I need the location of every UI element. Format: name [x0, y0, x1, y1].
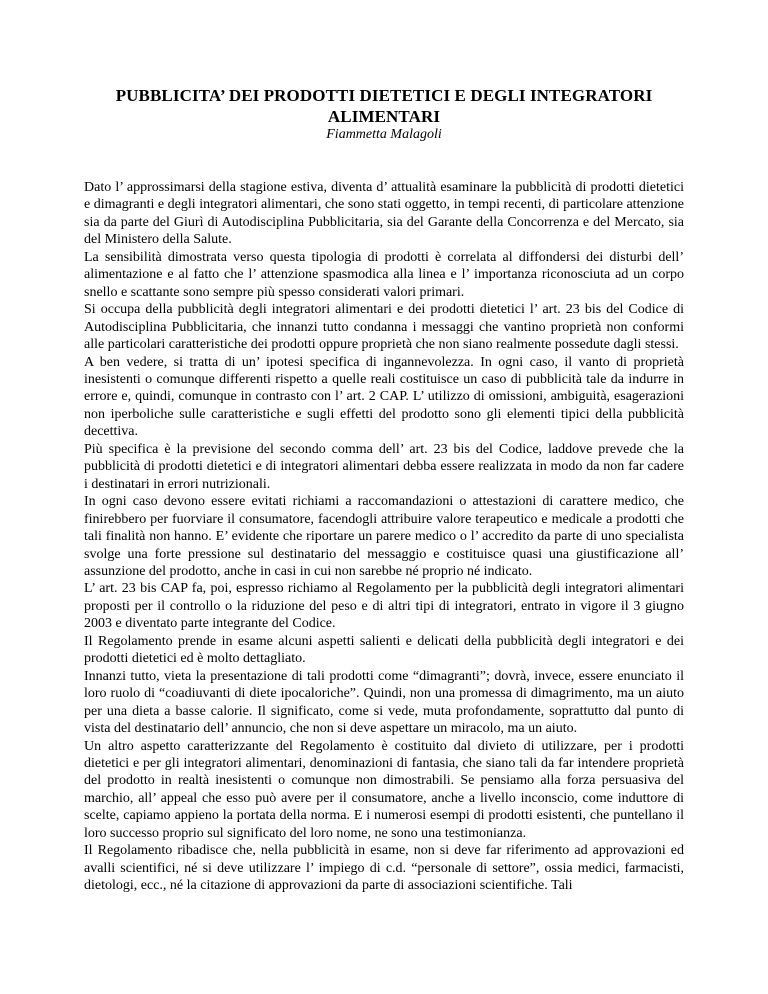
document-author: Fiammetta Malagoli: [326, 127, 442, 142]
document-title: PUBBLICITA’ DEI PRODOTTI DIETETICI E DEGLI INTEGRATORI ALIMENTARI: [115, 86, 653, 126]
paragraph: Si occupa della pubblicità degli integratori alimentari e dei prodotti dietetici l’ art. 23 bis del Codice di Autodisciplina Pubblicitaria, che innanzi tutto condanna i messaggi che vantino proprietà non conformi alle particolari caratteristiche dei prodotti oppure proprietà che non siano realmente possedute dagli stessi.: [84, 302, 684, 353]
paragraph: Dato l’ approssimarsi della stagione estiva, diventa d’ attualità esaminare la pubblicità di prodotti dietetici e dimagranti e degli integratori alimentari, che sono stati oggetto, in tempi recenti, di particolare attenzione sia da parte del Giurì di Autodisciplina Pubblicitaria, sia del Garante della Concorrenza e del Mercato, sia del Ministero della Salute.: [84, 180, 684, 248]
paragraph: Il Regolamento prende in esame alcuni aspetti salienti e delicati della pubblicità degli integratori e dei prodotti dietetici ed è molto dettagliato.: [84, 633, 684, 667]
paragraph: Un altro aspetto caratterizzante del Regolamento è costituito dal divieto di utilizzare, per i prodotti dietetici e per gli integratori alimentari, denominazioni di fantasia, che siano tali da far intendere proprietà del prodotto in realtà inesistenti o comunque non dimostrabili. Se pensiamo alla forza persuasiva del marchio, all’ appeal che esso può avere per il consumatore, anche a livello inconscio, come induttore di scelte, capiamo appieno la portata della norma. E i numerosi esempi di prodotti esistenti, che puntellano il loro successo proprio sul significato del loro nome, ne sono una testimonianza.: [84, 738, 684, 841]
paragraph: Più specifica è la previsione del secondo comma dell’ art. 23 bis del Codice, laddove prevede che la pubblicità di prodotti dietetici e di integratori alimentari debba essere realizzata in modo da non far cadere i destinatari in errori nutrizionali.: [84, 441, 684, 492]
paragraph: A ben vedere, si tratta di un’ ipotesi specifica di ingannevolezza. In ogni caso, il vanto di proprietà inesistenti o comunque differenti rispetto a quelle reali costituisce un caso di pubblicità tale da indurre in errore e, quindi, comunque in contrasto con l’ art. 2 CAP. L’ utilizzo di omissioni, ambiguità, esagerazioni non iperboliche sulle caratteristiche e sugli effetti del prodotto sono gli elementi tipici della pubblicità decettiva.: [84, 354, 684, 440]
document-body: [84, 179, 684, 895]
paragraph: Innanzi tutto, vieta la presentazione di tali prodotti come “dimagranti”; dovrà, invece, essere enunciato il loro ruolo di “coadiuvanti di diete ipocaloriche”. Quindi, non una promessa di dimagrimento, ma un aiuto per una dieta a basse calorie. Il significato, come si vede, muta profondamente, soprattutto dal punto di vista del destinatario dell’ annuncio, che non si deve aspettare un miracolo, ma un aiuto.: [84, 668, 684, 737]
paragraph: In ogni caso devono essere evitati richiami a raccomandazioni o attestazioni di carattere medico, che finirebbero per fuorviare il consumatore, facendogli attribuire valore terapeutico e medicale a prodotti che tali finalità non hanno. E’ evidente che riportare un parere medico o l’ accredito da parte di uno specialista svolge una forte pressione sul destinatario del messaggio e costituisce quasi una giustificazione all’ assunzione del prodotto, anche in casi in cui non sarebbe né proprio né indicato.: [84, 494, 684, 579]
paragraph: L’ art. 23 bis CAP fa, poi, espresso richiamo al Regolamento per la pubblicità degli integratori alimentari proposti per il controllo o la riduzione del peso e di altri tipi di integratori, entrato in vigore il 3 giugno 2003 e diventato parte integrante del Codice.: [84, 581, 684, 632]
paragraph: Il Regolamento ribadisce che, nella pubblicità in esame, non si deve far riferimento ad approvazioni ed avalli scientifici, né si deve utilizzare l’ impiego di c.d. “personale di settore”, ossia medici, farmacisti, dietologi, ecc., né la citazione di approvazioni da parte di associazioni scientifiche. Tali: [84, 843, 684, 894]
paragraph: La sensibilità dimostrata verso questa tipologia di prodotti è correlata al diffondersi dei disturbi dell’ alimentazione e al fatto che l’ attenzione spasmodica alla linea e l’ importanza riconosciuta ad un corpo snello e scattante sono sempre più spesso considerati valori primari.: [84, 249, 684, 300]
